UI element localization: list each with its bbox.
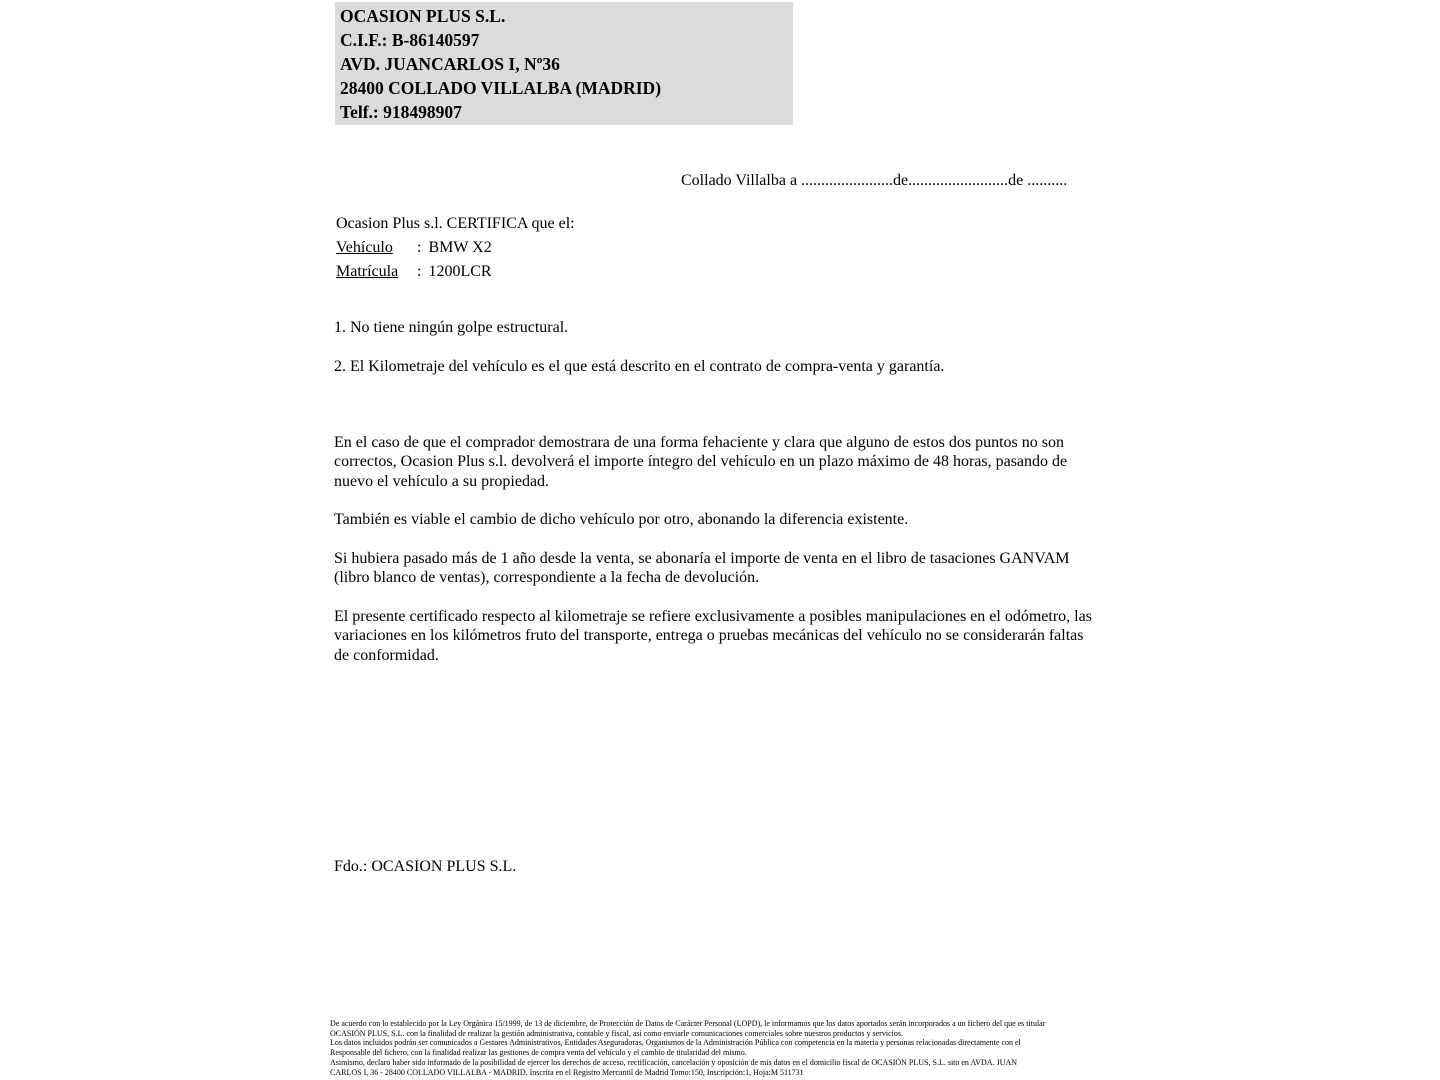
- legal-line-2: OCASIÓN PLUS, S.L. con la finalidad de realizar la gestión administrativa, contable y fiscal, así como enviarle comunicaciones comerciales sobre nuestros productos y servicios.: [330, 1028, 903, 1038]
- company-address: AVD. JUANCARLOS I, Nº36: [340, 54, 560, 74]
- date-place-line: Collado Villalba a .......................de.........................de ..........: [681, 172, 1068, 189]
- certification-intro: Ocasion Plus s.l. CERTIFICA que el:: [336, 215, 575, 232]
- legal-line-5: Asimismo, declaro haber sido informado de la posibilidad de ejercer los derechos de acceso, rectificación, cancelación y oposición de mis datos en el domicilio fiscal de OCASIÓN PLUS, S.L. sito en AVDA. JUAN: [330, 1057, 1018, 1067]
- plate-row: [336, 260, 575, 284]
- vehicle-value: BMW X2: [428, 239, 492, 256]
- plate-value: 1200LCR: [428, 263, 492, 280]
- legal-line-6: CARLOS I, 36 - 28400 COLLADO VILLALBA - MADRID. Inscrita en el Registro Mercantil de Madrid Tomo:150, Inscripción:1, Hoja:M 511731: [330, 1067, 804, 1077]
- company-phone: Telf.: 918498907: [340, 102, 462, 122]
- plate-label-col: [336, 260, 417, 284]
- paragraph-refund: En el caso de que el comprador demostrara de una forma fehaciente y clara que alguno de estos dos puntos no son correctos, Ocasion Plus s.l. devolverá el importe íntegro del vehículo en un plazo máximo de 48 horas, pasando de nuevo el vehículo a su propiedad.: [334, 434, 1068, 490]
- company-cif: C.I.F.: B-86140597: [340, 30, 480, 50]
- plate-label: Matrícula: [336, 263, 399, 280]
- company-name: OCASION PLUS S.L.: [340, 6, 506, 26]
- paragraph-ganvam: Si hubiera pasado más de 1 año desde la venta, se abonaría el importe de venta en el libro de tasaciones GANVAM (libro blanco de ventas), correspondiente a la fecha de devolución.: [334, 549, 1070, 587]
- point-structural: 1. No tiene ningún golpe estructural.: [334, 319, 569, 336]
- company-city: 28400 COLLADO VILLALBA (MADRID): [340, 78, 662, 98]
- vehicle-row: [336, 236, 575, 260]
- legal-line-4: Responsable del fichero, con la finalidad realizar las gestiones de compra venta del vehículo y el cambio de titularidad del mismo.: [330, 1048, 747, 1058]
- certified-points: [334, 318, 1100, 376]
- letterhead: [335, 2, 793, 125]
- vehicle-label: Vehículo: [336, 239, 393, 256]
- certification-block: [336, 212, 575, 284]
- legal-line-3: Los datos incluidos podrán ser comunicados a Gestores Administrativos, Entidades Aseguradoras, Organismos de la Administración Pública con competencia en la materia y personas relacionadas directamente con el: [330, 1038, 1021, 1048]
- body-paragraphs: [334, 433, 1100, 684]
- plate-separator: :: [417, 263, 422, 280]
- vehicle-label-col: [336, 236, 417, 260]
- vehicle-separator: :: [417, 239, 422, 256]
- paragraph-odometer: El presente certificado respecto al kilometraje se refiere exclusivamente a posibles manipulaciones en el odómetro, las variaciones en los kilómetros fruto del transporte, entrega o pruebas mecánicas del vehículo no se considerarán faltas de conformidad.: [334, 607, 1092, 664]
- point-mileage: 2. El Kilometraje del vehículo es el que está descrito en el contrato de compra-venta y garantía.: [334, 357, 945, 375]
- paragraph-exchange: También es viable el cambio de dicho vehículo por otro, abonando la diferencia existente.: [334, 511, 909, 529]
- signature-line: Fdo.: OCASION PLUS S.L.: [334, 858, 517, 875]
- legal-line-1: De acuerdo con lo establecido por la Ley Orgánica 15/1999, de 13 de diciembre, de Protección de Datos de Carácter Personal (LOPD), le informamos que los datos aportados serán incorporados a un fichero del que es titular: [330, 1019, 1046, 1028]
- legal-footer: [330, 1019, 1045, 1077]
